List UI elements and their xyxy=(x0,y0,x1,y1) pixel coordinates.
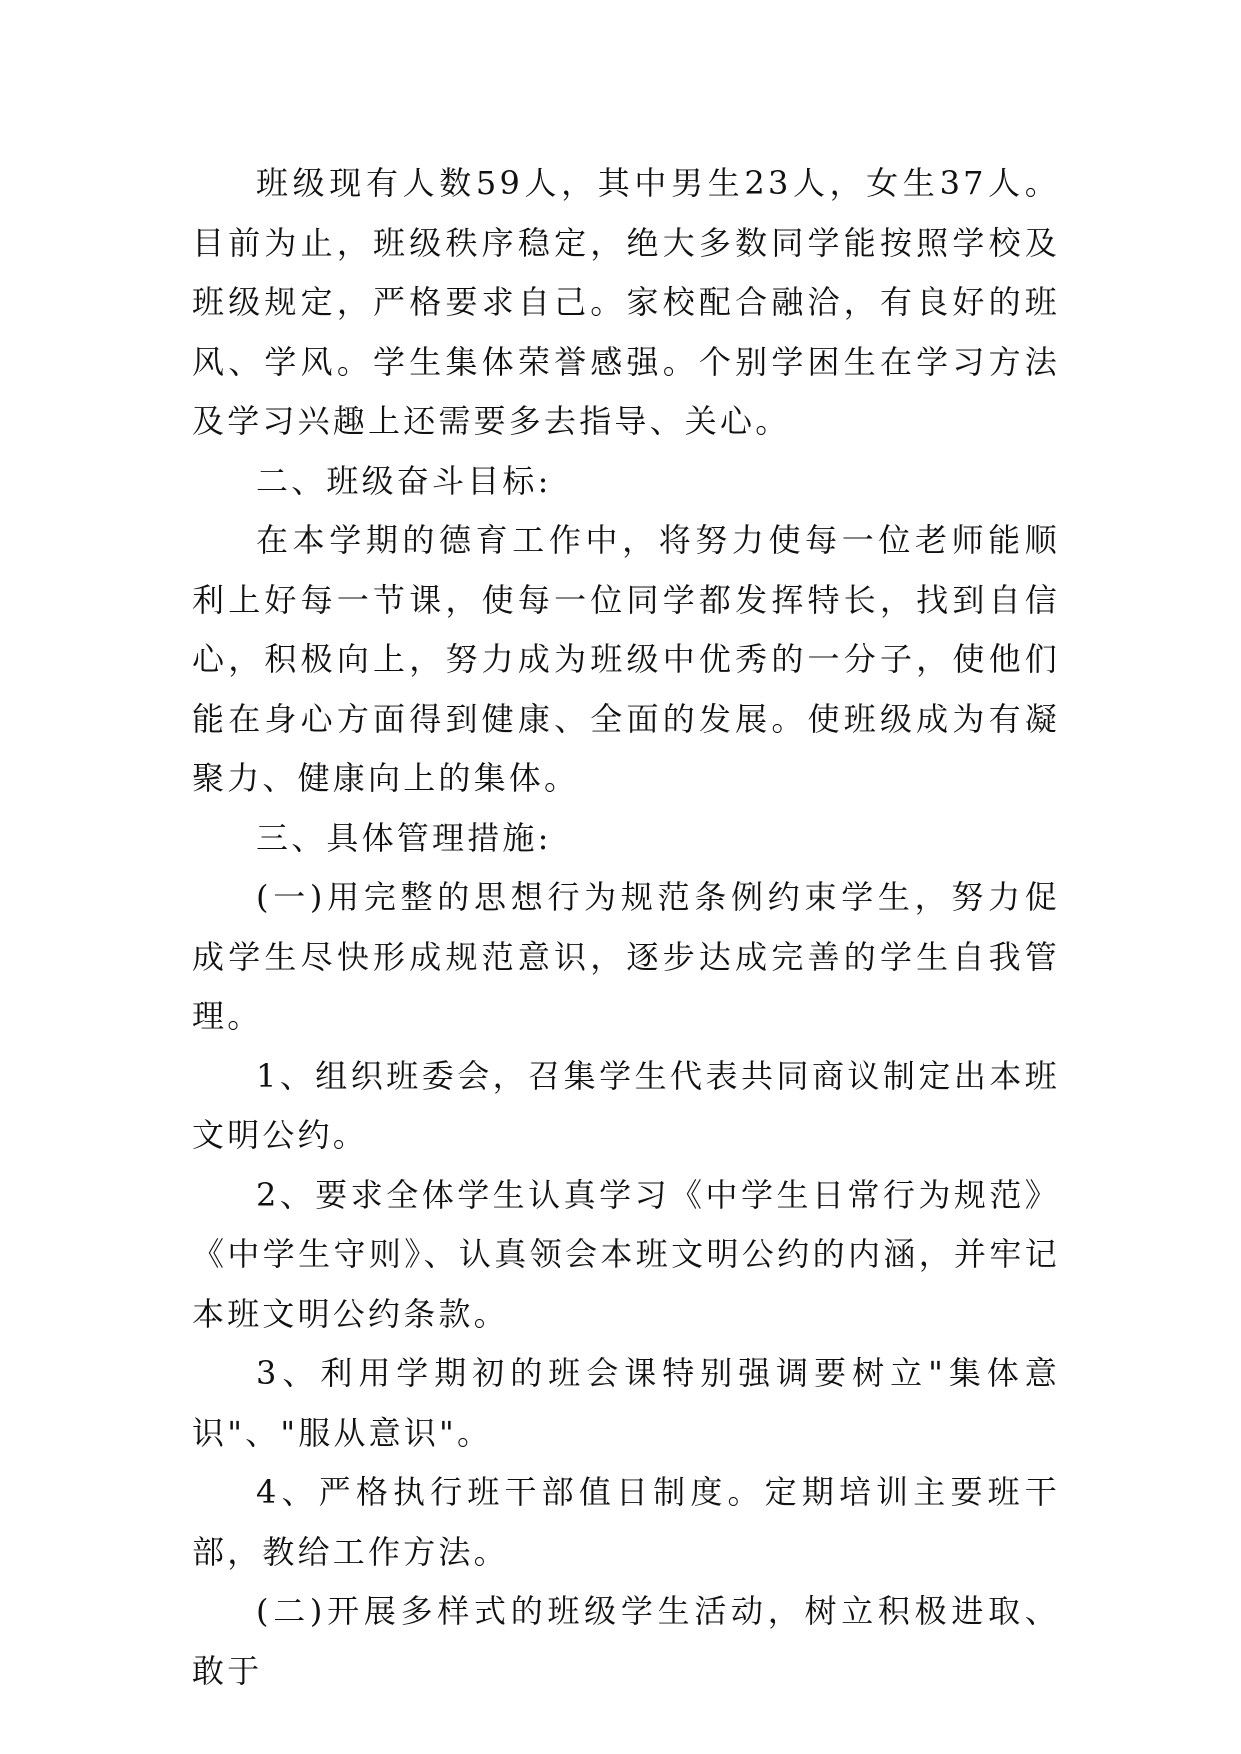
paragraph-goals: 在本学期的德育工作中，将努力使每一位老师能顺利上好每一节课，使每一位同学都发挥特长，找到自信心，积极向上，努力成为班级中优秀的一分子，使他们能在身心方面得到健康、全面的发展。使班级成为有凝聚力、健康向上的集体。 xyxy=(192,521,1060,797)
list-item-4: 4、严格执行班干部值日制度。定期培训主要班干部，教给工作方法。 xyxy=(192,1473,1060,1571)
paragraph-measure-2: (二)开展多样式的班级学生活动，树立积极进取、敢于 xyxy=(192,1592,1060,1690)
list-item-1: 1、组织班委会，召集学生代表共同商议制定出本班文明公约。 xyxy=(192,1056,1060,1154)
heading-management-measures: 三、具体管理措施: xyxy=(256,818,552,857)
document-body xyxy=(192,154,1060,1701)
list-item-3: 3、利用学期初的班会课特别强调要树立"集体意识"、"服从意识"。 xyxy=(192,1354,1060,1452)
paragraph-measure-1: (一)用完整的思想行为规范条例约束学生，努力促成学生尽快形成规范意识，逐步达成完善的学生自我管理。 xyxy=(192,878,1060,1035)
heading-class-goals: 二、班级奋斗目标: xyxy=(256,461,552,500)
list-item-2: 2、要求全体学生认真学习《中学生日常行为规范》《中学生守则》、认真领会本班文明公约的内涵，并牢记本班文明公约条款。 xyxy=(192,1175,1060,1333)
paragraph-class-status: 班级现有人数59人，其中男生23人，女生37人。目前为止，班级秩序稳定，绝大多数同学能按照学校及班级规定，严格要求自己。家校配合融洽，有良好的班风、学风。学生集体荣誉感强。个别学困生在学习方法及学习兴趣上还需要多去指导、关心。 xyxy=(192,164,1060,440)
